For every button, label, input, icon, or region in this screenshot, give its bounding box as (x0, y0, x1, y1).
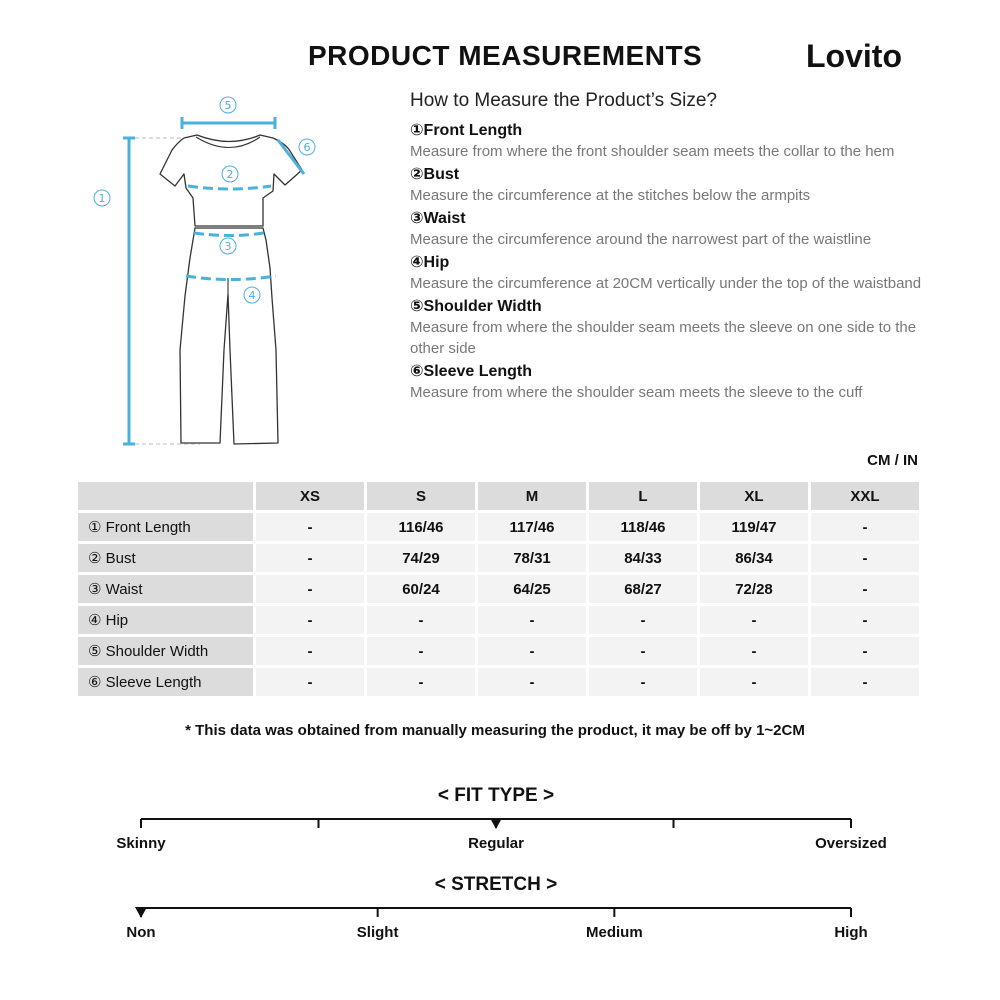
column-header: M (478, 482, 586, 510)
guide-item-name: ②Bust (410, 166, 460, 183)
table-cell: - (811, 544, 919, 572)
table-cell: 116/46 (367, 513, 475, 541)
row-label: ④ Hip (78, 606, 253, 634)
guide-heading: How to Measure the Product’s Size? (410, 90, 717, 111)
table-cell: - (478, 606, 586, 634)
table-cell: 86/34 (700, 544, 808, 572)
column-header: XS (256, 482, 364, 510)
guide-item-name: ⑤Shoulder Width (410, 298, 542, 315)
table-cell: - (589, 668, 697, 696)
row-label: ⑤ Shoulder Width (78, 637, 253, 665)
guide-item-desc: Measure from where the shoulder seam meets the sleeve to the cuff (410, 384, 863, 401)
table-cell: - (589, 606, 697, 634)
table-cell: 117/46 (478, 513, 586, 541)
marker-4: 4 (248, 289, 256, 302)
guide-item-desc: Measure from where the shoulder seam meets the sleeve on one side to the other side (410, 319, 917, 357)
units-label: CM / IN (867, 452, 918, 469)
table-cell: 78/31 (478, 544, 586, 572)
table-cell: - (811, 637, 919, 665)
table-cell: - (811, 606, 919, 634)
table-cell: - (700, 668, 808, 696)
column-header: S (367, 482, 475, 510)
fit-type-label: Regular (468, 835, 524, 852)
table-cell: - (256, 575, 364, 603)
row-label: ⑥ Sleeve Length (78, 668, 253, 696)
table-cell: 118/46 (589, 513, 697, 541)
table-cell: - (700, 606, 808, 634)
column-header: XXL (811, 482, 919, 510)
table-cell: - (700, 637, 808, 665)
table-cell: 72/28 (700, 575, 808, 603)
disclaimer-note: * This data was obtained from manually measuring the product, it may be off by 1~2CM (185, 722, 805, 739)
table-cell: 119/47 (700, 513, 808, 541)
guide-item-desc: Measure the circumference at the stitches below the armpits (410, 187, 811, 204)
table-cell: - (811, 668, 919, 696)
table-cell: - (811, 513, 919, 541)
table-cell: - (256, 637, 364, 665)
brand-logo: Lovito (806, 38, 902, 74)
table-cell: - (256, 544, 364, 572)
table-cell: - (256, 513, 364, 541)
guide-item-name: ③Waist (410, 210, 466, 227)
table-cell: - (367, 668, 475, 696)
table-cell: 84/33 (589, 544, 697, 572)
table-cell: 74/29 (367, 544, 475, 572)
guide-item-desc: Measure the circumference at 20CM vertically under the top of the waistband (410, 275, 922, 292)
table-cell: - (589, 637, 697, 665)
table-cell: 64/25 (478, 575, 586, 603)
marker-1: 1 (98, 192, 106, 205)
row-label: ② Bust (78, 544, 253, 572)
guide-item-name: ⑥Sleeve Length (410, 363, 533, 380)
table-cell: - (811, 575, 919, 603)
marker-3: 3 (224, 240, 232, 253)
table-cell: - (478, 637, 586, 665)
fit-type-label: Skinny (116, 835, 166, 852)
stretch-label: Non (126, 924, 156, 941)
marker-5: 5 (224, 99, 232, 112)
table-cell: - (367, 637, 475, 665)
page-title: PRODUCT MEASUREMENTS (308, 40, 703, 71)
marker-6: 6 (303, 141, 311, 154)
stretch-label: High (834, 924, 868, 941)
fit-type-label: Oversized (815, 835, 887, 852)
fit-type-indicator-icon (490, 818, 502, 829)
guide-item-name: ④Hip (410, 254, 450, 271)
stretch-label: Slight (356, 924, 399, 941)
table-cell: - (256, 606, 364, 634)
stretch-label: Medium (586, 924, 643, 941)
table-cell: - (478, 668, 586, 696)
stretch-title: < STRETCH > (434, 874, 558, 895)
fit-type-title: < FIT TYPE > (437, 785, 555, 806)
table-cell: 60/24 (367, 575, 475, 603)
stretch-indicator-icon (135, 907, 147, 918)
row-label: ① Front Length (78, 513, 253, 541)
table-cell: - (256, 668, 364, 696)
table-cell: - (367, 606, 475, 634)
marker-2: 2 (226, 168, 234, 181)
guide-item-desc: Measure from where the front shoulder seam meets the collar to the hem (410, 143, 895, 160)
column-header: XL (700, 482, 808, 510)
table-cell: 68/27 (589, 575, 697, 603)
guide-item-name: ①Front Length (410, 122, 523, 139)
column-header: L (589, 482, 697, 510)
guide-item-desc: Measure the circumference around the narrowest part of the waistline (410, 231, 872, 248)
row-label: ③ Waist (78, 575, 253, 603)
